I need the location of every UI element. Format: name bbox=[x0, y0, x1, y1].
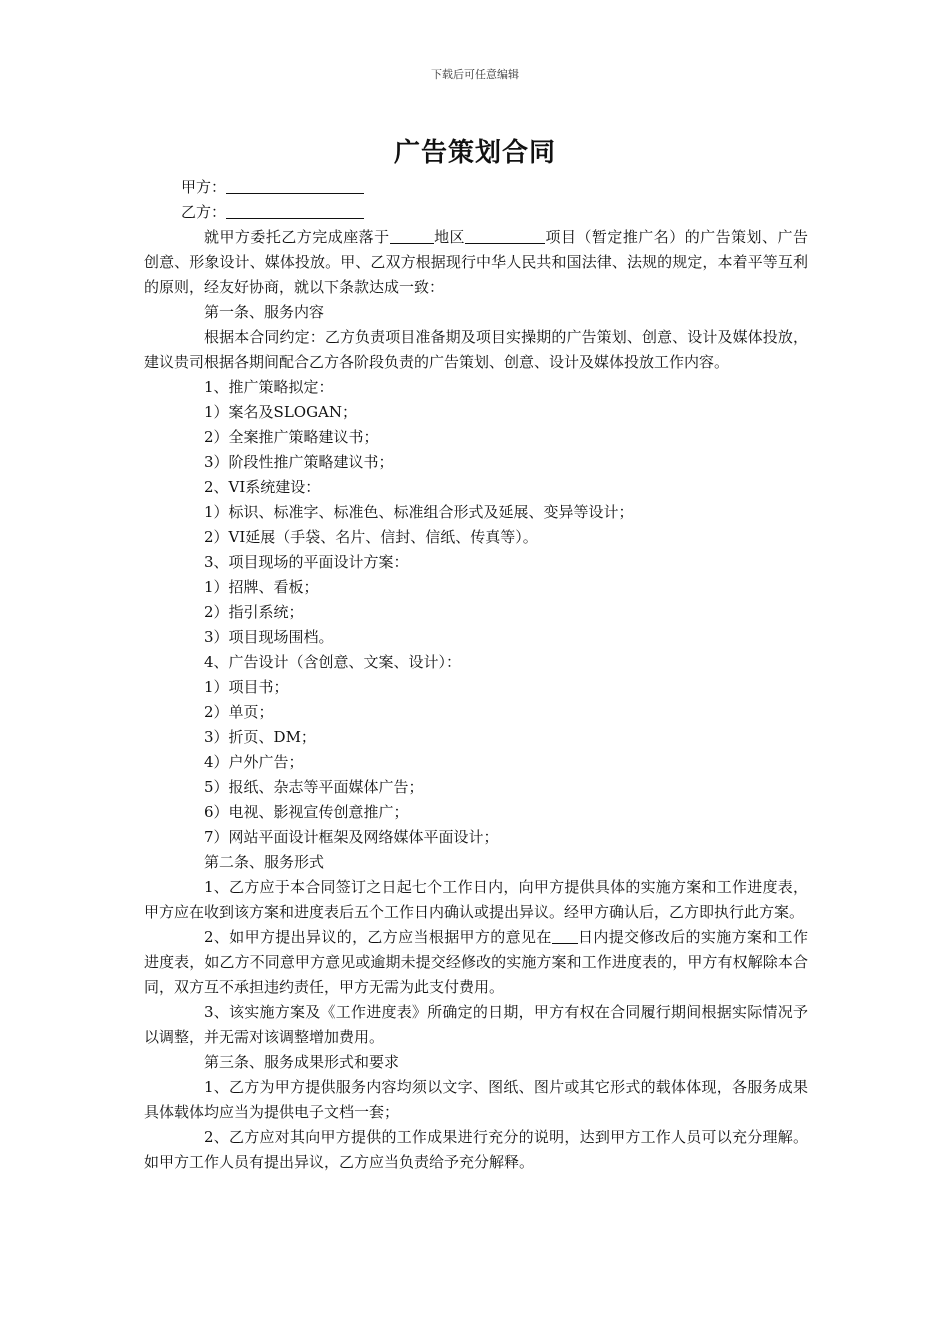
party-b-blank bbox=[226, 202, 364, 219]
article3-paragraph-1: 1、乙方为甲方提供服务内容均须以文字、图纸、图片或其它形式的载体体现，各服务成果具体载体均应当为提供电子文档一套； bbox=[144, 1078, 808, 1121]
party-a-label: 甲方： bbox=[181, 178, 227, 196]
article2-p2-text-1: 2、如甲方提出异议的，乙方应当根据甲方的意见在 bbox=[204, 928, 552, 946]
party-a-line bbox=[144, 175, 808, 200]
list-item: 3）阶段性推广策略建议书； bbox=[204, 453, 394, 471]
article1-body: 根据本合同约定：乙方负责项目准备期及项目实操期的广告策划、创意、设计及媒体投放，建议贵司根据各期间配合乙方各阶段负责的广告策划、创意、设计及媒体投放工作内容。 bbox=[144, 328, 808, 371]
list-item: 7）网站平面设计框架及网络媒体平面设计； bbox=[204, 828, 499, 846]
document-title: 广告策划合同 bbox=[393, 138, 556, 168]
list-item: 5）报纸、杂志等平面媒体广告； bbox=[204, 778, 424, 796]
intro-text-3: 项目（暂定推广名）的广告策划、广告创意、形象设计、媒体投放。甲、乙双方根据现行中华人民共和国法律、法规的规定，本着平等互利的原则，经友好协商，就以下条款达成一致： bbox=[144, 228, 808, 296]
party-b-line bbox=[144, 200, 808, 225]
page-header-note: 下载后可任意编辑 bbox=[431, 68, 519, 81]
intro-text-1: 就甲方委托乙方完成座落于 bbox=[204, 228, 390, 246]
list-item: 2）全案推广策略建议书； bbox=[204, 428, 379, 446]
list-item: 4、广告设计（含创意、文案、设计）： bbox=[204, 653, 462, 671]
article2-paragraph-3: 3、该实施方案及《工作进度表》所确定的日期，甲方有权在合同履行期间根据实际情况予以调整，并无需对该调整增加费用。 bbox=[144, 1003, 808, 1046]
list-item: 4）户外广告； bbox=[204, 753, 304, 771]
list-item: 2）单页； bbox=[204, 703, 274, 721]
article2-title: 第二条、服务形式 bbox=[204, 853, 325, 871]
list-item: 1、推广策略拟定： bbox=[204, 378, 334, 396]
party-a-blank bbox=[226, 177, 364, 194]
region-blank bbox=[465, 227, 545, 244]
list-item: 2、VI系统建设： bbox=[204, 478, 321, 496]
list-item: 1）标识、标准字、标准色、标准组合形式及延展、变异等设计； bbox=[204, 503, 634, 521]
article1-title: 第一条、服务内容 bbox=[204, 303, 325, 321]
list-item: 3）折页、DM； bbox=[204, 728, 316, 746]
days-blank bbox=[552, 927, 578, 944]
list-item: 3、项目现场的平面设计方案： bbox=[204, 553, 409, 571]
list-item: 2）VI延展（手袋、名片、信封、信纸、传真等）。 bbox=[204, 528, 538, 546]
document-body bbox=[144, 175, 808, 1175]
article2-paragraph-2 bbox=[144, 925, 808, 1000]
article3-title: 第三条、服务成果形式和要求 bbox=[204, 1053, 400, 1071]
intro-paragraph bbox=[144, 225, 808, 300]
article2-paragraph-1: 1、乙方应于本合同签订之日起七个工作日内，向甲方提供具体的实施方案和工作进度表，甲方应在收到该方案和进度表后五个工作日内确认或提出异议。经甲方确认后，乙方即执行此方案。 bbox=[144, 878, 808, 921]
list-item: 1）案名及SLOGAN； bbox=[204, 403, 358, 421]
party-b-label: 乙方： bbox=[181, 203, 227, 221]
intro-text-2: 地区 bbox=[433, 228, 466, 246]
list-item: 1）招牌、看板； bbox=[204, 578, 319, 596]
list-item: 1）项目书； bbox=[204, 678, 289, 696]
article2-p2-text-2: 日内提交修改后的实施方案和工作进度表，如乙方不同意甲方意见或逾期未提交经修改的实施方案和工作进度表的，甲方有权解除本合同，双方互不承担违约责任，甲方无需为此支付费用。 bbox=[144, 928, 808, 996]
list-item: 6）电视、影视宣传创意推广； bbox=[204, 803, 409, 821]
article3-paragraph-2: 2、乙方应对其向甲方提供的工作成果进行充分的说明，达到甲方工作人员可以充分理解。如甲方工作人员有提出异议，乙方应当负责给予充分解释。 bbox=[144, 1128, 808, 1171]
location-blank bbox=[390, 227, 434, 244]
list-item: 3）项目现场围档。 bbox=[204, 628, 334, 646]
list-item: 2）指引系统； bbox=[204, 603, 304, 621]
